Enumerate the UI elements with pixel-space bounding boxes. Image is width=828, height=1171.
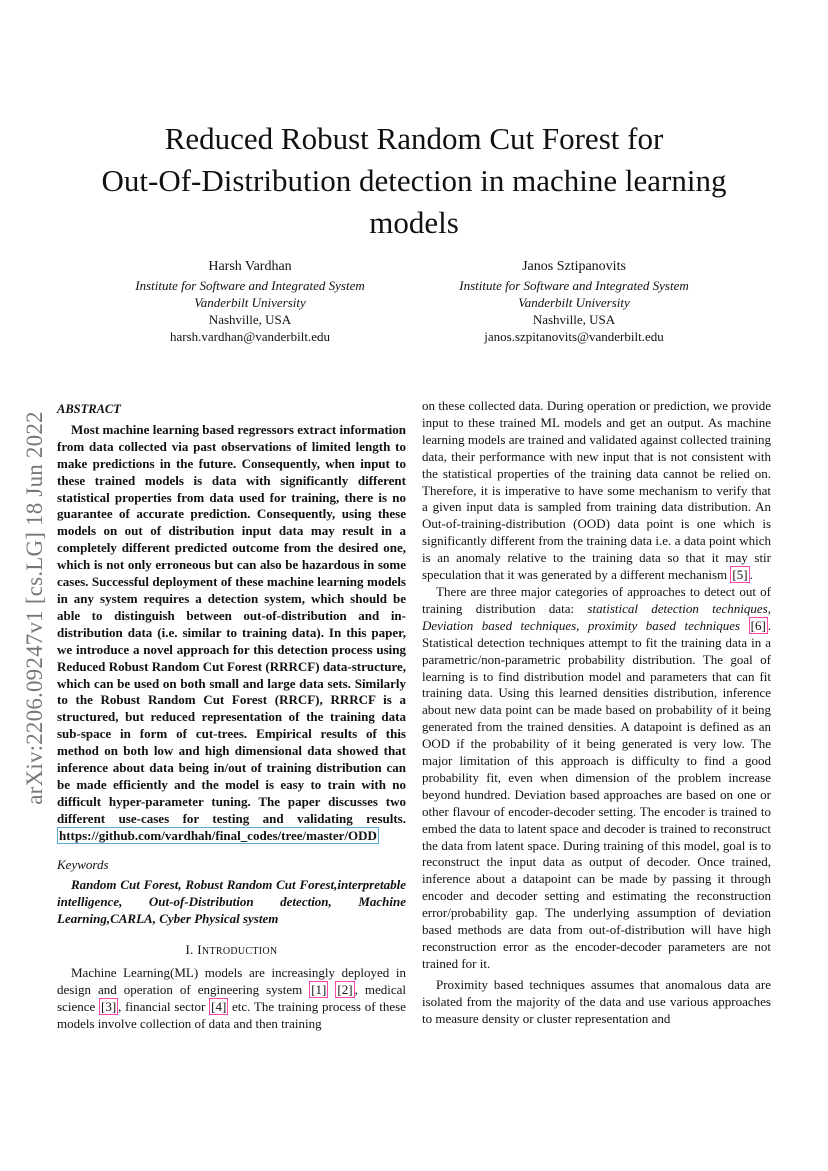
intro-text-3: , financial sector xyxy=(118,998,210,1014)
author-institute: Institute for Software and Integrated System xyxy=(135,278,365,293)
intro-first-letter: I xyxy=(197,942,202,958)
paper-title xyxy=(40,118,788,244)
body-text-2a: There are three major categories of approaches to detect out of training distribution data: xyxy=(422,583,771,616)
arxiv-stamp-text: arXiv:2206.09247v1 [cs.LG] 18 Jun 2022 xyxy=(22,411,47,805)
author-institute: Institute for Software and Integrated System xyxy=(459,278,689,293)
author-name: Harsh Vardhan xyxy=(208,259,292,274)
body-text-2b: . Statistical detection techniques attempt to fit the training data in a parametric/non-parametric probability distribution. The goal of learning is to find distribution model and parameters that can fit training data. Using this learned densities distribution, inference about new data point can be made based on probability of it being generated from the trained densities. A datapoint is defined as an OOD if the probability of it being generated is very low. The major limitation of this approach is difficulty to find a good probability fit, even when dimension of the problem increase beyond hundred. Deviation based approaches are based on one or other flavour of encoder-decoder setting. The encoder is trained to embed the data to latent space and decoder is trained to reconstruct the data from latent space. During training of this model, goal is to reconstruct the input data as output of decoder. Once trained, inference about a datapoint can be made by passing it through encoder and decoder setting and estimating the reconstruction error/probability gap. The underlying assumption of deviation based methods are data from out-of-distribution will have high reconstruction error as the encoder-decoder parameters are not trained for it. xyxy=(422,617,772,971)
author-location: Nashville, USA xyxy=(532,312,616,327)
left-column xyxy=(57,398,406,1033)
abstract-heading: ABSTRACT xyxy=(57,402,121,416)
code-link[interactable]: https://github.com/vardhah/final_codes/tree/master/ODD xyxy=(59,827,377,843)
intro-text-4: etc. The training process of these models involve collection of data and then training xyxy=(57,998,406,1031)
intro-number: I. xyxy=(185,942,198,958)
term-statistical: statistical detection techniques xyxy=(587,600,768,616)
title-line-1: Reduced Robust Random Cut Forest for xyxy=(164,121,664,156)
body-paragraph-3: Proximity based techniques assumes that anomalous data are isolated from the majority of the data and use various approaches to measure density or cluster representation and xyxy=(422,976,771,1026)
citation-6[interactable]: [6] xyxy=(750,617,766,633)
citation-2[interactable]: [2] xyxy=(337,982,353,997)
term-proximity: proximity based techniques xyxy=(587,617,741,633)
arxiv-stamp xyxy=(22,368,48,848)
citation-5[interactable]: [5] xyxy=(732,567,748,583)
intro-text-2: , medical science xyxy=(57,982,407,1014)
author-email: janos.szpitanovits@vanderbilt.edu xyxy=(484,329,664,344)
author-university: Vanderbilt University xyxy=(194,295,306,310)
introduction-heading xyxy=(57,942,406,961)
intro-rest: NTRODUCTION xyxy=(201,946,278,958)
abstract-body xyxy=(57,422,406,845)
citation-3[interactable]: [3] xyxy=(100,998,117,1014)
author-location: Nashville, USA xyxy=(208,312,292,327)
body-paragraph-1 xyxy=(422,398,771,584)
author-block-1 xyxy=(100,258,400,345)
keywords-text: Random Cut Forest, Robust Random Cut Forest,interpretable intelligence, Out-of-Distribution detection, Machine Learning,CARLA, Cyber Physical system xyxy=(57,877,406,927)
body-paragraph-2 xyxy=(422,584,771,973)
intro-paragraph xyxy=(57,965,406,1033)
separator-3 xyxy=(740,618,748,633)
term-deviation: Deviation based techniques xyxy=(422,617,577,633)
author-email: harsh.vardhan@vanderbilt.edu xyxy=(170,329,330,344)
title-line-3: models xyxy=(369,205,459,240)
keywords-heading: Keywords xyxy=(57,856,109,872)
intro-text-1: Machine Learning(ML) models are increasingly deployed in design and operation of engineering system xyxy=(57,965,406,997)
author-university: Vanderbilt University xyxy=(518,295,630,310)
separator-2: , xyxy=(576,617,588,633)
citation-1[interactable]: [1] xyxy=(311,982,327,997)
body-text-1b: . xyxy=(749,567,753,583)
right-column xyxy=(422,398,771,1028)
author-block-2 xyxy=(424,258,724,345)
abstract-text: Most machine learning based regressors extract information from data collected via past observations of limited length to make predictions in the future. Consequently, when input to these trained models is data with significantly different statistical properties from data used for training, there is no guarantee of accurate prediction. Consequently, using these models on out of distribution input data may result in a completely different predicted outcome from the desired one, which is not only erroneous but can also be hazardous in some cases. Successful deployment of these machine learning models in any system requires a detection system, which should be able to distinguish between out-of-distribution and in-distribution data (i.e. similar to training data). In this paper, we introduce a novel approach for this detection process using Reduced Robust Random Cut Forest (RRRCF) data-structure, which can be used on both small and large data sets. Similarly to the Robust Random Cut Forest (RRCF), RRRCF is a structured, but reduced representation of the training data sub-space in form of cut-trees. Empirical results of this method on both low and high dimensional data showed that inference about data being in/out of training distribution can be made efficiently and the model is easy to train with no difficult hyper-parameter tuning. The paper discusses two different use-cases for testing and validating results. xyxy=(57,421,406,826)
author-name: Janos Sztipanovits xyxy=(522,259,626,274)
body-text-1a: on these collected data. During operation or prediction, we provide input to these trained ML models and get an output. As machine learning models are trained and validated against collected training data, their performance with new input that is not consistent with the statistical properties of the training data cannot be relied on. Therefore, it is imperative to have some mechanism to verify that a given input data is sampled from training data distribution. An Out-of-training-distribution (OOD) data point is one which is significantly different from the training data i.e. a data point which is an anomaly relative to the training data so that it may stir speculation that it was generated by a different mechanism xyxy=(422,398,771,583)
citation-4[interactable]: [4] xyxy=(211,998,227,1014)
title-line-2: Out-Of-Distribution detection in machine learning xyxy=(101,163,727,198)
separator-1: , xyxy=(767,600,771,616)
